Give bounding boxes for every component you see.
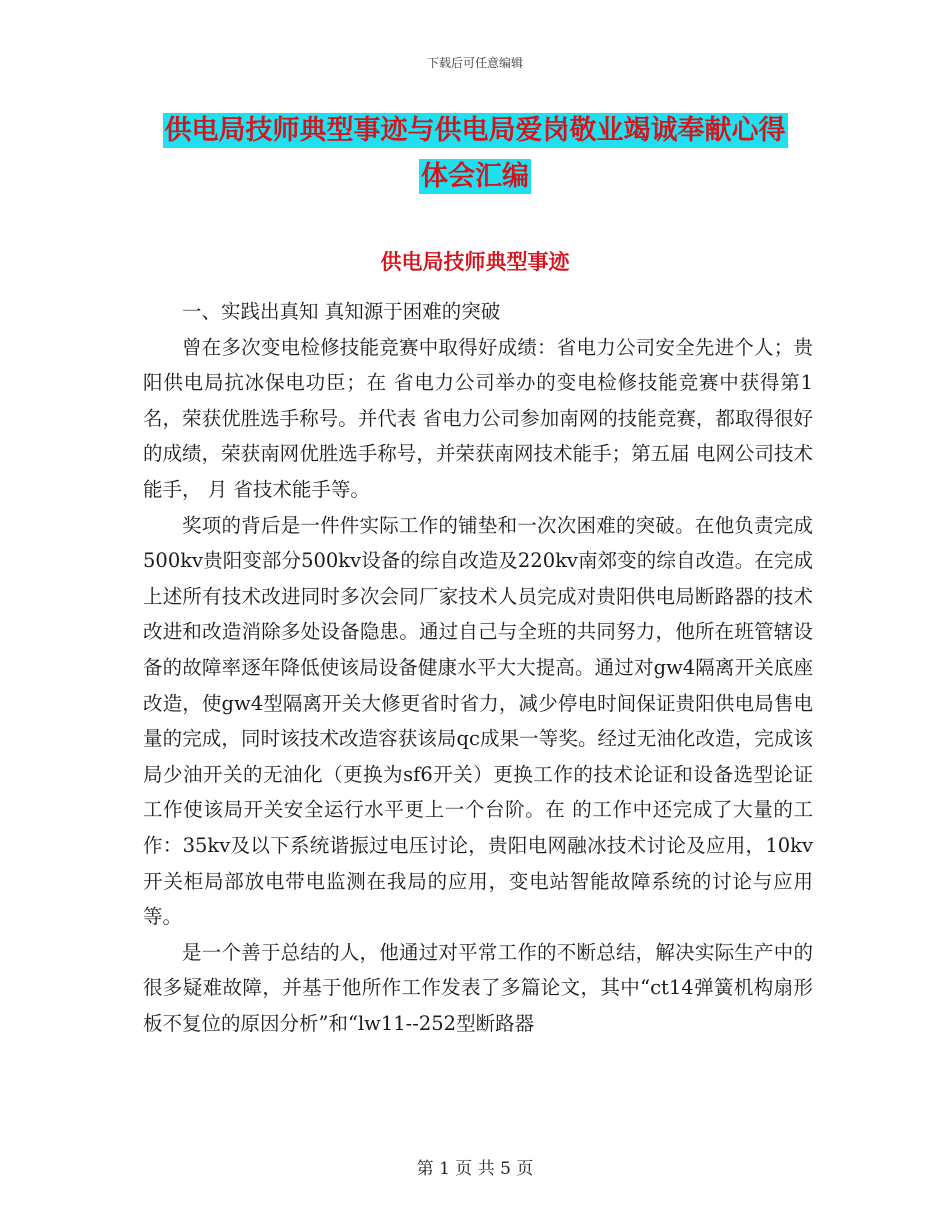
document-title-line2: 体会汇编 (421, 161, 529, 192)
document-title-line1: 供电局技师典型事迹与供电局爱岗敬业竭诚奉献心得 (164, 115, 786, 146)
section-title: 供电局技师典型事迹 (380, 250, 570, 274)
page-footer-number: 第 1 页 共 5 页 (416, 1159, 534, 1179)
section-heading: 一、实践出真知 真知源于困难的突破 (182, 300, 501, 323)
document-title (0, 108, 950, 200)
document-body (143, 294, 813, 1041)
page-header-note: 下载后可任意编辑 (426, 56, 523, 70)
body-paragraph: 是一个善于总结的人，他通过对平常工作的不断总结，解决实际生产中的很多疑难故障，并基于他所作工作发表了多篇论文，其中“ct14弹簧机构扇形板不复位的原因分析”和“lw11--252型断路器 (143, 940, 813, 1035)
body-paragraph: 奖项的背后是一件件实际工作的铺垫和一次次困难的突破。在他负责完成500kv贵阳变部分500kv设备的综自改造及220kv南郊变的综自改造。在完成上述所有技术改进同时多次会同厂家技术人员完成对贵阳供电局断路器的技术改进和改造消除多处设备隐患。通过自己与全班的共同努力，他所在班管辖设备的故障率逐年降低使该局设备健康水平大大提高。通过对gw4隔离开关底座改造，使gw4型隔离开关大修更省时省力，减少停电时间保证贵阳供电局售电量的完成，同时该技术改造容获该局qc成果一等奖。经过无油化改造，完成该局少油开关的无油化（更换为sf6开关）更换工作的技术论证和设备选型论证工作使该局开关安全运行水平更上一个台阶。在 的工作中还完成了大量的工作：35kv及以下系统谐振过电压讨论，贵阳电网融冰技术讨论及应用，10kv开关柜局部放电带电监测在我局的应用，变电站智能故障系统的讨论与应用等。 (143, 513, 813, 929)
body-paragraph: 曾在多次变电检修技能竞赛中取得好成绩：省电力公司安全先进个人；贵阳供电局抗冰保电功臣；在 省电力公司举办的变电检修技能竞赛中获得第1名，荣获优胜选手称号。并代表 省电力公司参加南网的技能竞赛，都取得很好的成绩，荣获南网优胜选手称号，并荣获南网技术能手；第五届 电网公司技术能手， 月 省技术能手等。 (143, 335, 813, 501)
